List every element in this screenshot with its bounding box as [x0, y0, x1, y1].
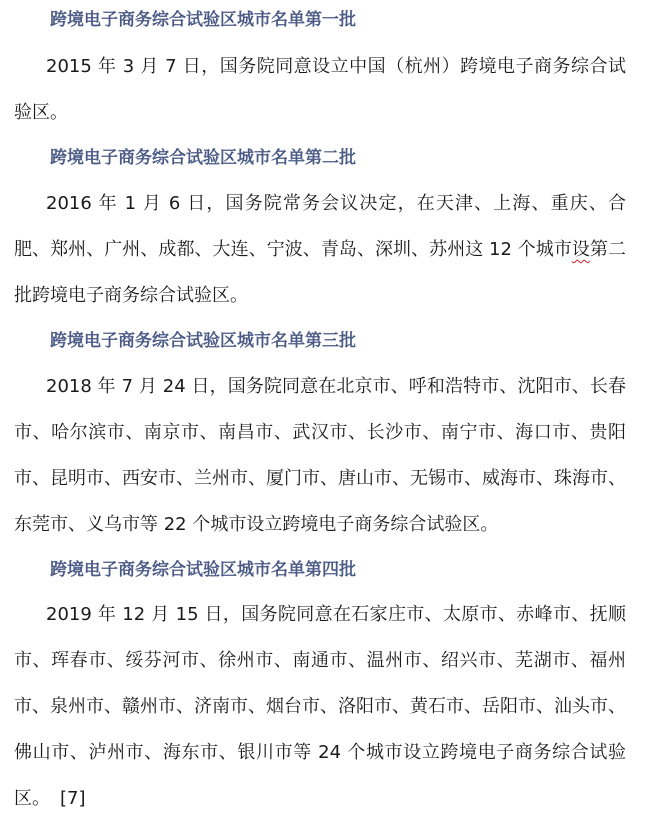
section-heading-batch-2: 跨境电子商务综合试验区城市名单第二批	[50, 148, 356, 168]
paragraph-text: 2015 年 3 月 7 日，国务院同意设立中国（杭州）跨境电子商务综合试验区。	[14, 56, 626, 123]
paragraph-text: 2016 年 1 月 6 日，国务院常务会议决定，在天津、上海、重庆、合肥、郑州、广州、成都、大连、宁波、青岛、深圳、苏州这 12 个城市	[14, 193, 626, 260]
paragraph-text: 2019 年 12 月 15 日，国务院同意在石家庄市、太原市、赤峰市、抚顺市、珲春市、绥芬河市、徐州市、南通市、温州市、绍兴市、芜湖市、福州市、泉州市、赣州市、济南市、烟台市、洛阳市、黄石市、岳阳市、汕头市、佛山市、泸州市、海东市、银川市等 24 个城市设立跨境电子商务综合试验区。	[14, 604, 626, 809]
citation-reference-link[interactable]: [7]	[60, 788, 86, 809]
section-paragraph-batch-4	[14, 592, 626, 822]
section-paragraph-batch-2	[14, 181, 626, 319]
paragraph-text: 2018 年 7 月 24 日，国务院同意在北京市、呼和浩特市、沈阳市、长春市、哈尔滨市、南京市、南昌市、武汉市、长沙市、南宁市、海口市、贵阳市、昆明市、西安市、兰州市、厦门市、唐山市、无锡市、威海市、珠海市、东莞市、义乌市等 22 个城市设立跨境电子商务综合试验区。	[14, 376, 626, 535]
paragraph-text: 第二批跨境电子商务综合试验区。	[14, 239, 627, 306]
section-paragraph-batch-3	[14, 364, 626, 548]
section-heading-batch-1: 跨境电子商务综合试验区城市名单第一批	[50, 10, 356, 30]
section-heading-batch-4: 跨境电子商务综合试验区城市名单第四批	[50, 560, 356, 580]
section-paragraph-batch-1	[14, 44, 626, 136]
section-heading-batch-3: 跨境电子商务综合试验区城市名单第三批	[50, 331, 356, 351]
spellcheck-flagged-word[interactable]: 设	[571, 239, 590, 260]
